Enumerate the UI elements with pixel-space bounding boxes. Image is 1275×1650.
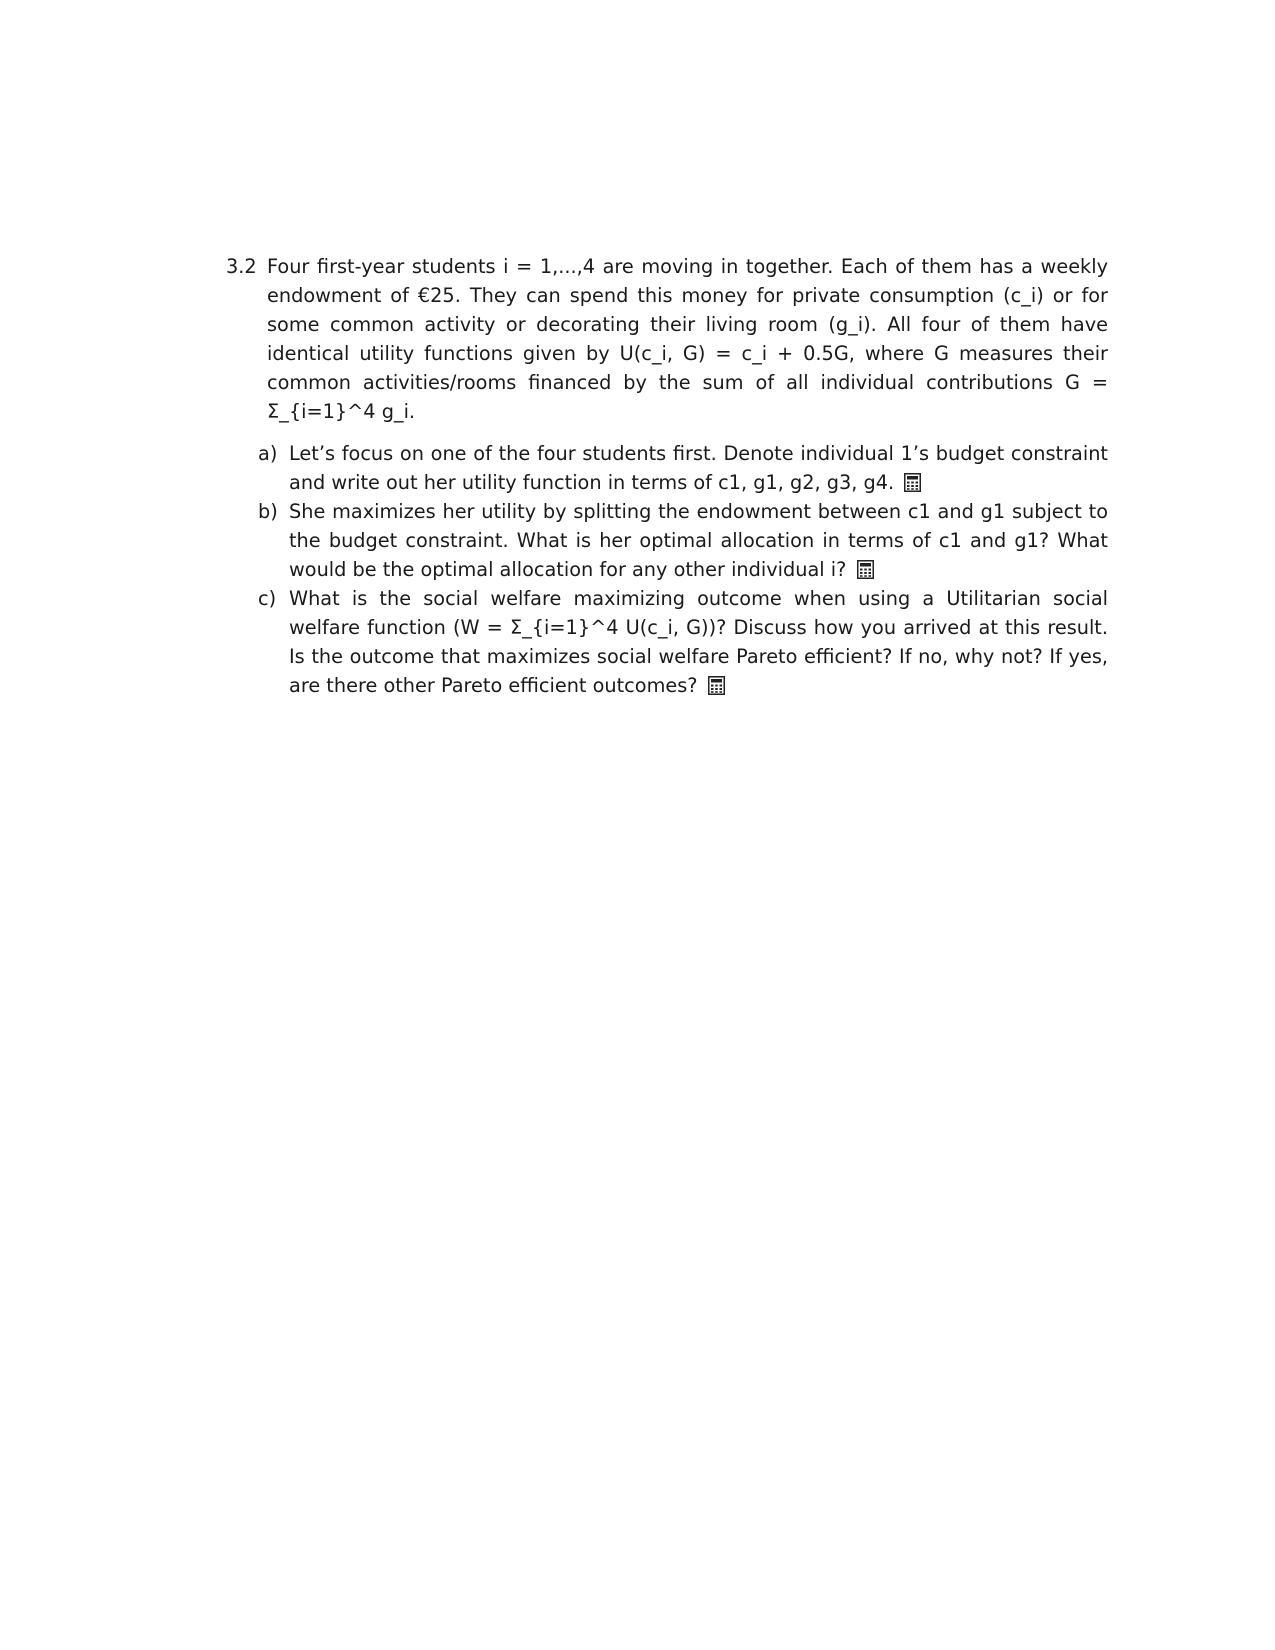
sub-questions <box>226 439 1108 700</box>
sub-question-c <box>258 584 1108 700</box>
sub-question-label: a) <box>258 442 278 465</box>
sub-question-text: Let’s focus on one of the four students first. Denote individual 1’s budget constraint and write out her utility function in terms of c1, g1, g2, g3, g4. <box>289 442 1108 494</box>
calculator-icon <box>904 473 921 492</box>
sub-question-text: She maximizes her utility by splitting the endowment between c1 and g1 subject to the budget constraint. What is her optimal allocation in terms of c1 and g1? What would be the optimal allocation for any other individual i? <box>289 500 1108 581</box>
problem-header <box>226 252 1108 426</box>
calculator-icon <box>857 560 874 579</box>
problem-3-2 <box>226 252 1108 700</box>
sub-question-b <box>258 497 1108 584</box>
sub-question-label: b) <box>258 500 278 523</box>
calculator-icon <box>708 676 725 695</box>
sub-question-label: c) <box>258 587 277 610</box>
problem-number: 3.2 <box>226 255 257 278</box>
sub-question-a <box>258 439 1108 497</box>
problem-intro: Four first-year students i = 1,...,4 are moving in together. Each of them has a weekly endowment of €25. They can spend this money for private consumption (c_i) or for some common activity or decorating their living room (g_i). All four of them have identical utility functions given by U(c_i, G) = c_i + 0.5G, where G measures their common activities/rooms financed by the sum of all individual contributions G = Σ_{i=1}^4 g_i. <box>267 255 1108 423</box>
sub-question-text: What is the social welfare maximizing outcome when using a Utilitarian social welfare function (W = Σ_{i=1}^4 U(c_i, G))? Discuss how you arrived at this result. Is the outcome that maximizes social welfare Pareto efficient? If no, why not? If yes, are there other Pareto efficient outcomes? <box>289 587 1108 697</box>
